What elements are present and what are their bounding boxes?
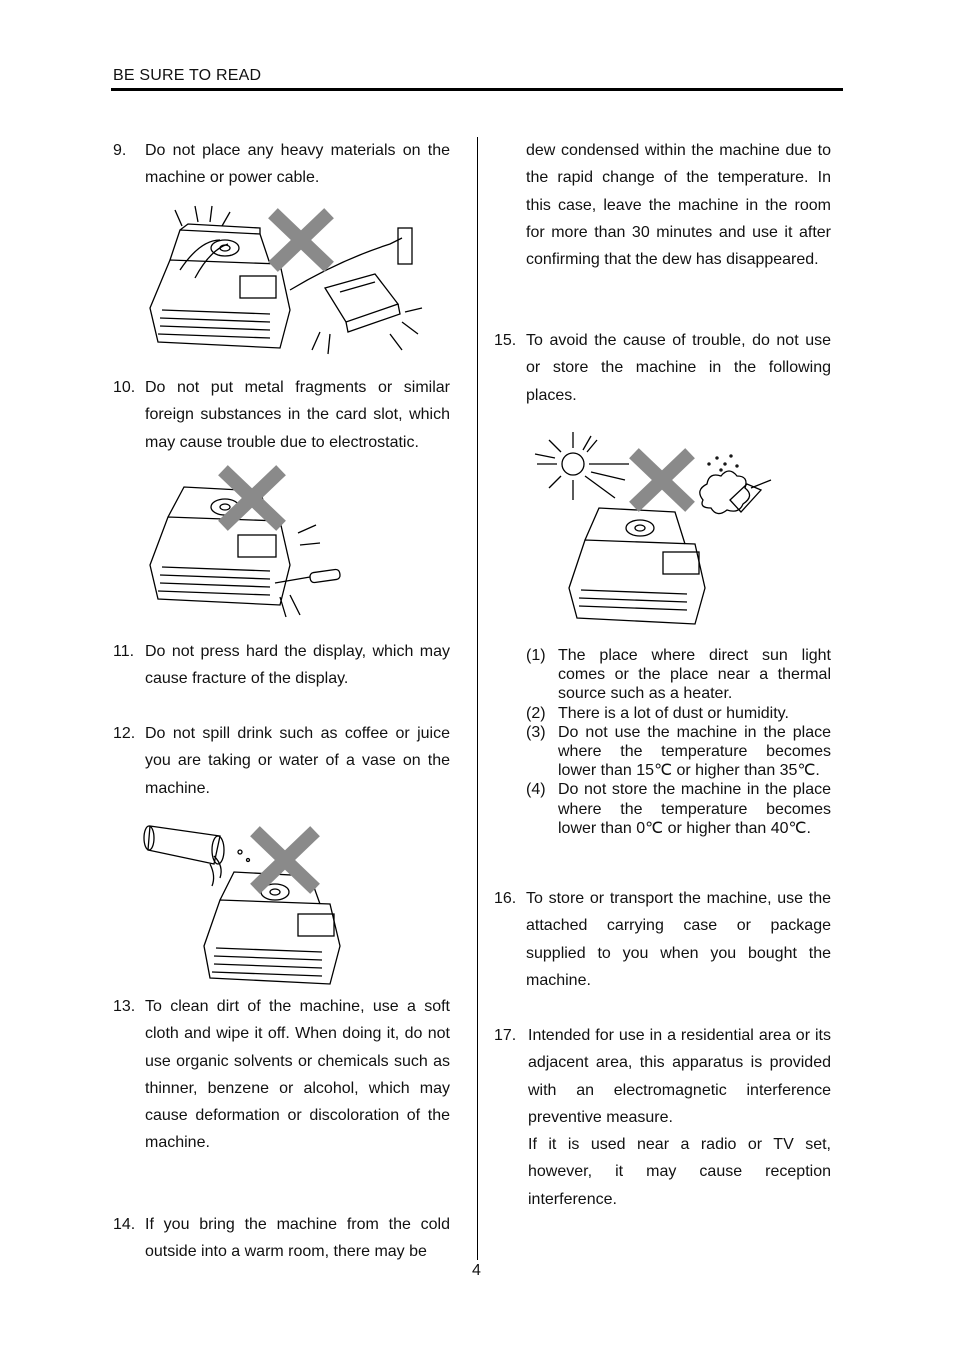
item-text: To clean dirt of the machine, use a soft cloth and wipe it off. When doing it, do not use organic solvents or chemicals such as thinner, benzene or alcohol, which may cause deformation or discoloration of the machine. — [145, 998, 450, 1152]
column-divider — [477, 137, 478, 1260]
item-17 — [494, 1022, 831, 1213]
list-item — [526, 780, 831, 838]
list-item-number: (1) — [526, 647, 546, 664]
item-text: dew condensed within the machine due to the rapid change of the temperature. In this case, leave the machine in the room for more than 30 minutes and use it after confirming that the dew has disappeared. — [526, 142, 831, 269]
item-number: 17. — [494, 1027, 517, 1044]
metal-fragments-illustration — [140, 465, 360, 625]
conditions-list — [526, 646, 831, 838]
item-9 — [113, 137, 450, 192]
item-15 — [494, 327, 831, 409]
page-number: 4 — [472, 1262, 481, 1279]
item-number: 14. — [113, 1216, 136, 1233]
list-item — [526, 723, 831, 781]
item-14-continued — [526, 137, 831, 273]
item-number: 10. — [113, 379, 136, 396]
item-11 — [113, 638, 450, 693]
item-number: 13. — [113, 998, 136, 1015]
item-14 — [113, 1211, 450, 1266]
item-16 — [494, 885, 831, 994]
item-text: Intended for use in a residential area or its adjacent area, this apparatus is provided with an electromagnetic interference preventive measure. — [528, 1027, 831, 1126]
list-item-number: (4) — [526, 781, 546, 799]
item-number: 16. — [494, 890, 517, 907]
sun-dust-humidity-illustration — [525, 428, 780, 628]
item-12 — [113, 720, 450, 802]
item-text: Do not press hard the display, which may cause fracture of the display. — [145, 643, 450, 688]
page-header-title: BE SURE TO READ — [113, 67, 262, 84]
item-number: 11. — [113, 643, 135, 660]
list-item-text: Do not use the machine in the place where the temperature becomes lower than 15℃ or higher than 35℃. — [558, 723, 831, 780]
list-item-text: There is a lot of dust or humidity. — [558, 704, 789, 722]
item-text-continued: If it is used near a radio or TV set, however, it may cause reception interference. — [528, 1136, 831, 1208]
item-text: To avoid the cause of trouble, do not use or store the machine in the following places. — [526, 332, 831, 404]
spilled-drink-illustration — [140, 806, 360, 986]
item-10 — [113, 374, 450, 456]
list-item — [526, 646, 831, 704]
list-item-text: Do not store the machine in the place where the temperature becomes lower than 0℃ or higher than 40℃. — [558, 781, 831, 837]
item-text: Do not place any heavy materials on the machine or power cable. — [145, 142, 450, 187]
item-text: If you bring the machine from the cold outside into a warm room, there may be — [145, 1216, 450, 1261]
item-text: Do not put metal fragments or similar foreign substances in the card slot, which may cause trouble due to electrostatic. — [145, 379, 450, 451]
list-item-number: (3) — [526, 723, 546, 741]
item-text: To store or transport the machine, use the attached carrying case or package supplied to you when you bought the machine. — [526, 890, 831, 989]
item-13 — [113, 993, 450, 1157]
heavy-materials-illustration — [140, 200, 440, 360]
list-item — [526, 704, 831, 723]
item-number: 12. — [113, 725, 136, 742]
list-item-number: (2) — [526, 704, 546, 722]
header-rule — [111, 88, 843, 91]
item-number: 15. — [494, 332, 517, 349]
item-text: Do not spill drink such as coffee or juice you are taking or water of a vase on the machine. — [145, 725, 450, 797]
item-number: 9. — [113, 142, 127, 159]
list-item-text: The place where direct sun light comes or the place near a thermal source such as a heater. — [558, 647, 831, 703]
